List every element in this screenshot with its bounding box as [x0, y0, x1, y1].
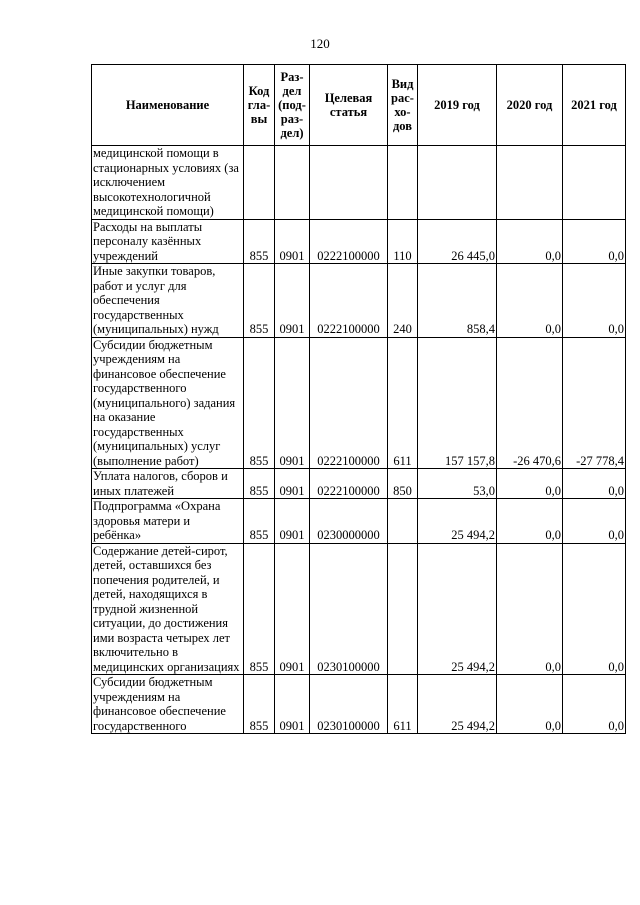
row-code: [244, 146, 275, 220]
table-row: [92, 499, 626, 544]
row-2019: 53,0: [418, 469, 497, 499]
header-type: Вид рас-хо-дов: [388, 65, 418, 146]
row-2019: 25 494,2: [418, 499, 497, 544]
table-row: [92, 675, 626, 734]
row-code: 855: [244, 337, 275, 469]
row-2020: [497, 146, 563, 220]
row-name: Иные закупки товаров, работ и услуг для обеспечения государственных (муниципальных) нужд: [92, 264, 244, 338]
row-target: 0222100000: [310, 219, 388, 264]
row-2021: 0,0: [563, 675, 626, 734]
row-section: [275, 146, 310, 220]
row-2020: 0,0: [497, 543, 563, 675]
header-row: [92, 65, 626, 146]
row-code: 855: [244, 264, 275, 338]
row-type: [388, 146, 418, 220]
row-2020: -26 470,6: [497, 337, 563, 469]
row-2019: [418, 146, 497, 220]
row-code: 855: [244, 543, 275, 675]
row-type: 611: [388, 675, 418, 734]
row-2021: 0,0: [563, 499, 626, 544]
row-name: Расходы на выплаты персоналу казённых учреждений: [92, 219, 244, 264]
header-name: Наименование: [92, 65, 244, 146]
row-name: медицинской помощи в стационарных условиях (за исключением высокотехнологичной медицинской помощи): [92, 146, 244, 220]
row-2020: 0,0: [497, 469, 563, 499]
table-row: [92, 543, 626, 675]
header-2020: 2020 год: [497, 65, 563, 146]
header-2019: 2019 год: [418, 65, 497, 146]
row-section: 0901: [275, 469, 310, 499]
row-type: 240: [388, 264, 418, 338]
row-code: 855: [244, 469, 275, 499]
header-target: Целевая статья: [310, 65, 388, 146]
row-target: 0230100000: [310, 675, 388, 734]
budget-table: [91, 64, 626, 734]
row-type: [388, 499, 418, 544]
row-name: Уплата налогов, сборов и иных платежей: [92, 469, 244, 499]
row-name: Содержание детей-сирот, детей, оставшихся без попечения родителей, и детей, находящихся в трудной жизненной ситуации, до достижения ими возраста четырех лет включительно в медицинских организациях: [92, 543, 244, 675]
row-2020: 0,0: [497, 675, 563, 734]
header-code: Код гла-вы: [244, 65, 275, 146]
row-2019: 26 445,0: [418, 219, 497, 264]
row-2021: 0,0: [563, 219, 626, 264]
row-code: 855: [244, 499, 275, 544]
table-row: [92, 264, 626, 338]
row-target: 0222100000: [310, 469, 388, 499]
row-code: 855: [244, 219, 275, 264]
row-2021: [563, 146, 626, 220]
row-target: 0230100000: [310, 543, 388, 675]
row-2019: 858,4: [418, 264, 497, 338]
row-target: [310, 146, 388, 220]
row-target: 0222100000: [310, 264, 388, 338]
row-2020: 0,0: [497, 499, 563, 544]
row-2021: 0,0: [563, 543, 626, 675]
row-2021: 0,0: [563, 264, 626, 338]
row-type: 110: [388, 219, 418, 264]
row-section: 0901: [275, 499, 310, 544]
row-section: 0901: [275, 675, 310, 734]
table-row: [92, 146, 626, 220]
row-name: Субсидии бюджетным учреждениям на финансовое обеспечение государственного (муниципального) задания на оказание государственных (муниципальных) услуг (выполнение работ): [92, 337, 244, 469]
row-name: Субсидии бюджетным учреждениям на финансовое обеспечение государственного: [92, 675, 244, 734]
page-number: 120: [310, 36, 330, 51]
row-type: 850: [388, 469, 418, 499]
row-target: 0222100000: [310, 337, 388, 469]
row-2019: 25 494,2: [418, 543, 497, 675]
row-target: 0230000000: [310, 499, 388, 544]
table-row: [92, 469, 626, 499]
row-2020: 0,0: [497, 264, 563, 338]
row-name: Подпрограмма «Охрана здоровья матери и ребёнка»: [92, 499, 244, 544]
table-row: [92, 337, 626, 469]
row-2020: 0,0: [497, 219, 563, 264]
header-2021: 2021 год: [563, 65, 626, 146]
row-2019: 157 157,8: [418, 337, 497, 469]
row-2021: -27 778,4: [563, 337, 626, 469]
row-section: 0901: [275, 337, 310, 469]
header-section: Раз-дел (под-раз-дел): [275, 65, 310, 146]
row-2019: 25 494,2: [418, 675, 497, 734]
row-section: 0901: [275, 264, 310, 338]
row-type: [388, 543, 418, 675]
table-row: [92, 219, 626, 264]
row-section: 0901: [275, 219, 310, 264]
row-type: 611: [388, 337, 418, 469]
row-section: 0901: [275, 543, 310, 675]
row-code: 855: [244, 675, 275, 734]
row-2021: 0,0: [563, 469, 626, 499]
